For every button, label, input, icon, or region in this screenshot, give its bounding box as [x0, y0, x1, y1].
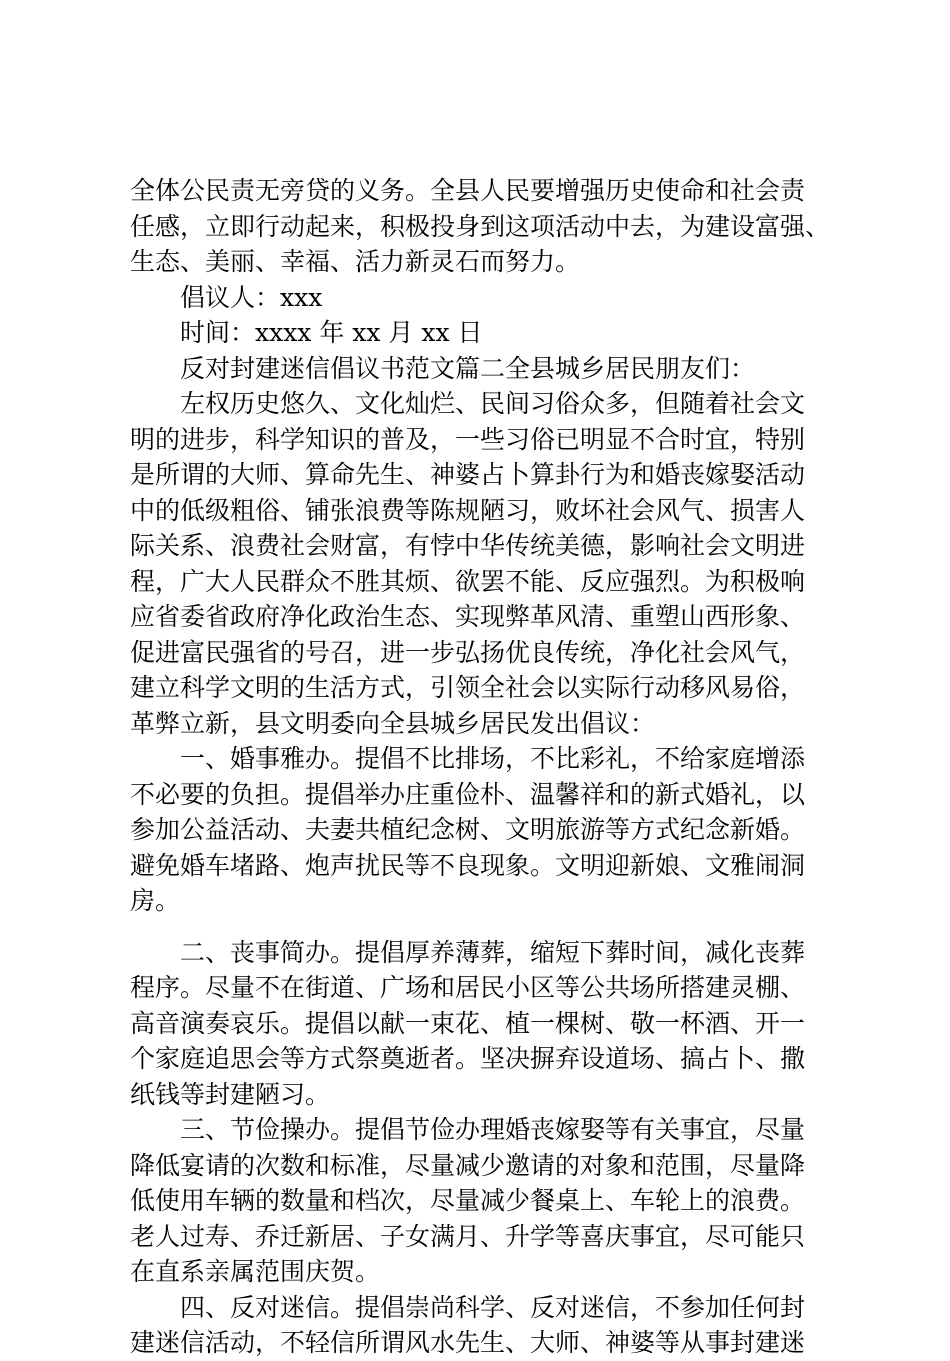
date-line: 时间：xxxx 年 xx 月 xx 日: [130, 318, 483, 347]
section-heading-line: 反对封建迷信倡议书范文篇二全县城乡居民朋友们：: [130, 353, 756, 383]
text-line: 降低宴请的次数和标准，尽量减少邀请的对象和范围，尽量降: [130, 1150, 806, 1180]
text-line: 一、婚事雅办。提倡不比排场，不比彩礼，不给家庭增添: [130, 744, 806, 773]
text-line: 房。: [130, 886, 181, 915]
text-line: 革弊立新，县文明委向全县城乡居民发出倡议：: [130, 708, 656, 738]
text-line: 参加公益活动、夫妻共植纪念树、文明旅游等方式纪念新婚。: [130, 815, 806, 844]
text-line: 四、反对迷信。提倡崇尚科学、反对迷信，不参加任何封: [130, 1292, 806, 1322]
text-line: 老人过寿、乔迁新居、子女满月、升学等喜庆事宜，尽可能只: [130, 1221, 806, 1251]
text-line: 中的低级粗俗、铺张浪费等陈规陋习，败坏社会风气、损害人: [130, 495, 806, 525]
text-line: 建迷信活动，不轻信所谓风水先生、大师、神婆等从事封建迷: [130, 1328, 806, 1357]
text-line: 明的进步，科学知识的普及，一些习俗已明显不合时宜，特别: [130, 424, 806, 454]
paragraph-gap: [130, 919, 830, 935]
text-line: 促进富民强省的号召，进一步弘扬优良传统，净化社会风气，: [130, 637, 806, 667]
text-line: 个家庭追思会等方式祭奠逝者。坚决摒弃设道场、搞占卜、撒: [130, 1044, 806, 1073]
text-line: 应省委省政府净化政治生态、实现弊革风清、重塑山西形象、: [130, 602, 806, 631]
text-line: 生态、美丽、幸福、活力新灵石而努力。: [130, 247, 581, 276]
text-line: 建立科学文明的生活方式，引领全社会以实际行动移风易俗，: [130, 673, 806, 702]
text-line: 左权历史悠久、文化灿烂、民间习俗众多，但随着社会文: [130, 389, 806, 418]
text-line: 避免婚车堵路、炮声扰民等不良现象。文明迎新娘、文雅闹洞: [130, 850, 806, 880]
text-line: 程，广大人民群众不胜其烦、欲罢不能、反应强烈。为积极响: [130, 566, 806, 596]
text-line: 纸钱等封建陋习。: [130, 1079, 331, 1109]
text-line: 是所谓的大师、算命先生、神婆占卜算卦行为和婚丧嫁娶活动: [130, 460, 806, 489]
document-body: [130, 173, 830, 1361]
text-line: 任感，立即行动起来，积极投身到这项活动中去，为建设富强、: [130, 211, 831, 241]
text-line: 高音演奏哀乐。提倡以献一束花、植一棵树、敬一杯酒、开一: [130, 1008, 806, 1038]
signatory-line: 倡议人：xxx: [130, 282, 323, 312]
text-line: 程序。尽量不在街道、广场和居民小区等公共场所搭建灵棚、: [130, 973, 806, 1002]
text-line: 三、节俭操办。提倡节俭办理婚丧嫁娶等有关事宜，尽量: [130, 1115, 806, 1144]
text-line: 全体公民责无旁贷的义务。全县人民要增强历史使命和社会责: [130, 176, 806, 205]
text-line: 在直系亲属范围庆贺。: [130, 1257, 381, 1286]
text-line: 不必要的负担。提倡举办庄重俭朴、温馨祥和的新式婚礼，以: [130, 779, 806, 809]
text-line: 低使用车辆的数量和档次，尽量减少餐桌上、车轮上的浪费。: [130, 1186, 806, 1215]
text-line: 际关系、浪费社会财富，有悖中华传统美德，影响社会文明进: [130, 531, 806, 560]
text-line: 二、丧事简办。提倡厚养薄葬，缩短下葬时间，减化丧葬: [130, 937, 806, 967]
